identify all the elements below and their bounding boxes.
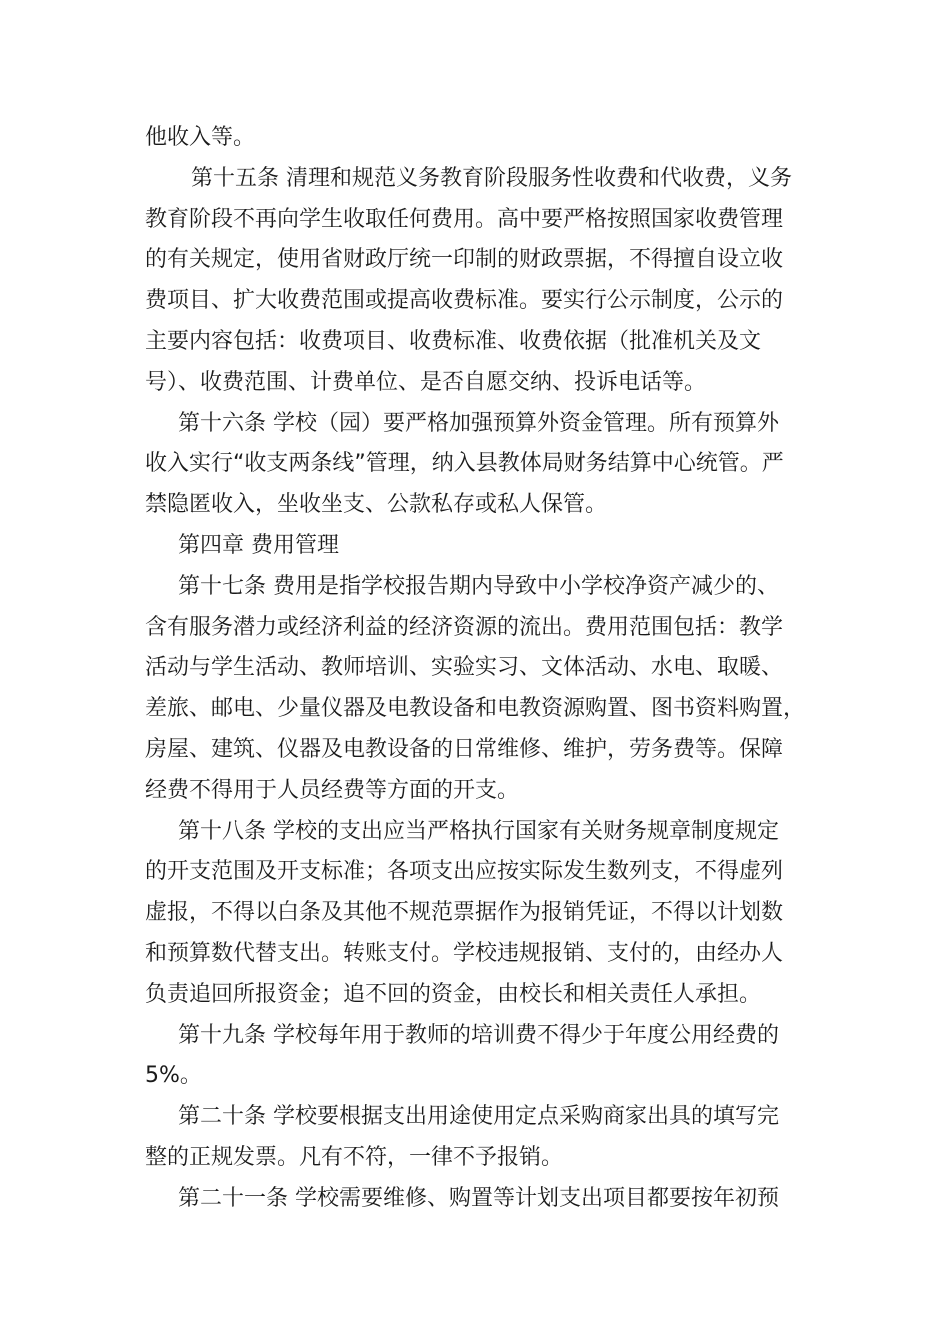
- article-16-start: 第十六条 学校（园）要严格加强预算外资金管理。所有预算外: [178, 410, 779, 436]
- article-21-start: 第二十一条 学校需要维修、购置等计划支出项目都要按年初预: [178, 1185, 779, 1211]
- document-body: [145, 118, 825, 1220]
- text-line: 教育阶段不再向学生收取任何费用。高中要严格按照国家收费管理: [145, 206, 784, 232]
- text-line: 费项目、扩大收费范围或提高收费标准。要实行公示制度，公示的: [145, 288, 784, 314]
- text-line: 主要内容包括：收费项目、收费标准、收费依据（批准机关及文: [145, 328, 762, 354]
- text-line: 他收入等。: [145, 125, 256, 150]
- text-line: 和预算数代替支出。转账支付。学校违规报销、支付的，由经办人: [145, 940, 784, 966]
- text-line: 整的正规发票。凡有不符，一律不予报销。: [145, 1144, 564, 1170]
- text-line: 的开支范围及开支标准；各项支出应按实际发生数列支，不得虚列: [145, 859, 784, 885]
- text-line: 经费不得用于人员经费等方面的开支。: [145, 777, 520, 803]
- text-line: 5%。: [145, 1063, 202, 1089]
- text-line: 号）、收费范围、计费单位、是否自愿交纳、投诉电话等。: [145, 369, 707, 395]
- text-line: 含有服务潜力或经济利益的经济资源的流出。费用范围包括：教学: [145, 614, 784, 640]
- text-line: 房屋、建筑、仪器及电教设备的日常维修、维护，劳务费等。保障: [145, 736, 784, 762]
- article-18-start: 第十八条 学校的支出应当严格执行国家有关财务规章制度规定: [178, 818, 779, 844]
- text-line: 负责追回所报资金；追不回的资金，由校长和相关责任人承担。: [145, 981, 762, 1007]
- article-15-start: 第十五条 清理和规范义务教育阶段服务性收费和代收费，义务: [191, 165, 792, 191]
- article-20-start: 第二十条 学校要根据支出用途使用定点采购商家出具的填写完: [178, 1104, 779, 1130]
- text-line: 虚报，不得以白条及其他不规范票据作为报销凭证，不得以计划数: [145, 900, 784, 926]
- article-19-start: 第十九条 学校每年用于教师的培训费不得少于年度公用经费的: [178, 1022, 779, 1048]
- article-17-start: 第十七条 费用是指学校报告期内导致中小学校净资产减少的、: [178, 573, 779, 599]
- text-line: 差旅、邮电、少量仪器及电教设备和电教资源购置、图书资料购置，: [145, 696, 806, 722]
- text-line: 收入实行“收支两条线”管理，纳入县教体局财务结算中心统管。严: [145, 451, 784, 477]
- text-line: 活动与学生活动、教师培训、实验实习、文体活动、水电、取暖、: [145, 655, 784, 681]
- text-line: 的有关规定，使用省财政厅统一印制的财政票据，不得擅自设立收: [145, 247, 784, 273]
- chapter-4-heading: 第四章 费用管理: [178, 532, 339, 558]
- text-line: 禁隐匿收入，坐收坐支、公款私存或私人保管。: [145, 492, 608, 518]
